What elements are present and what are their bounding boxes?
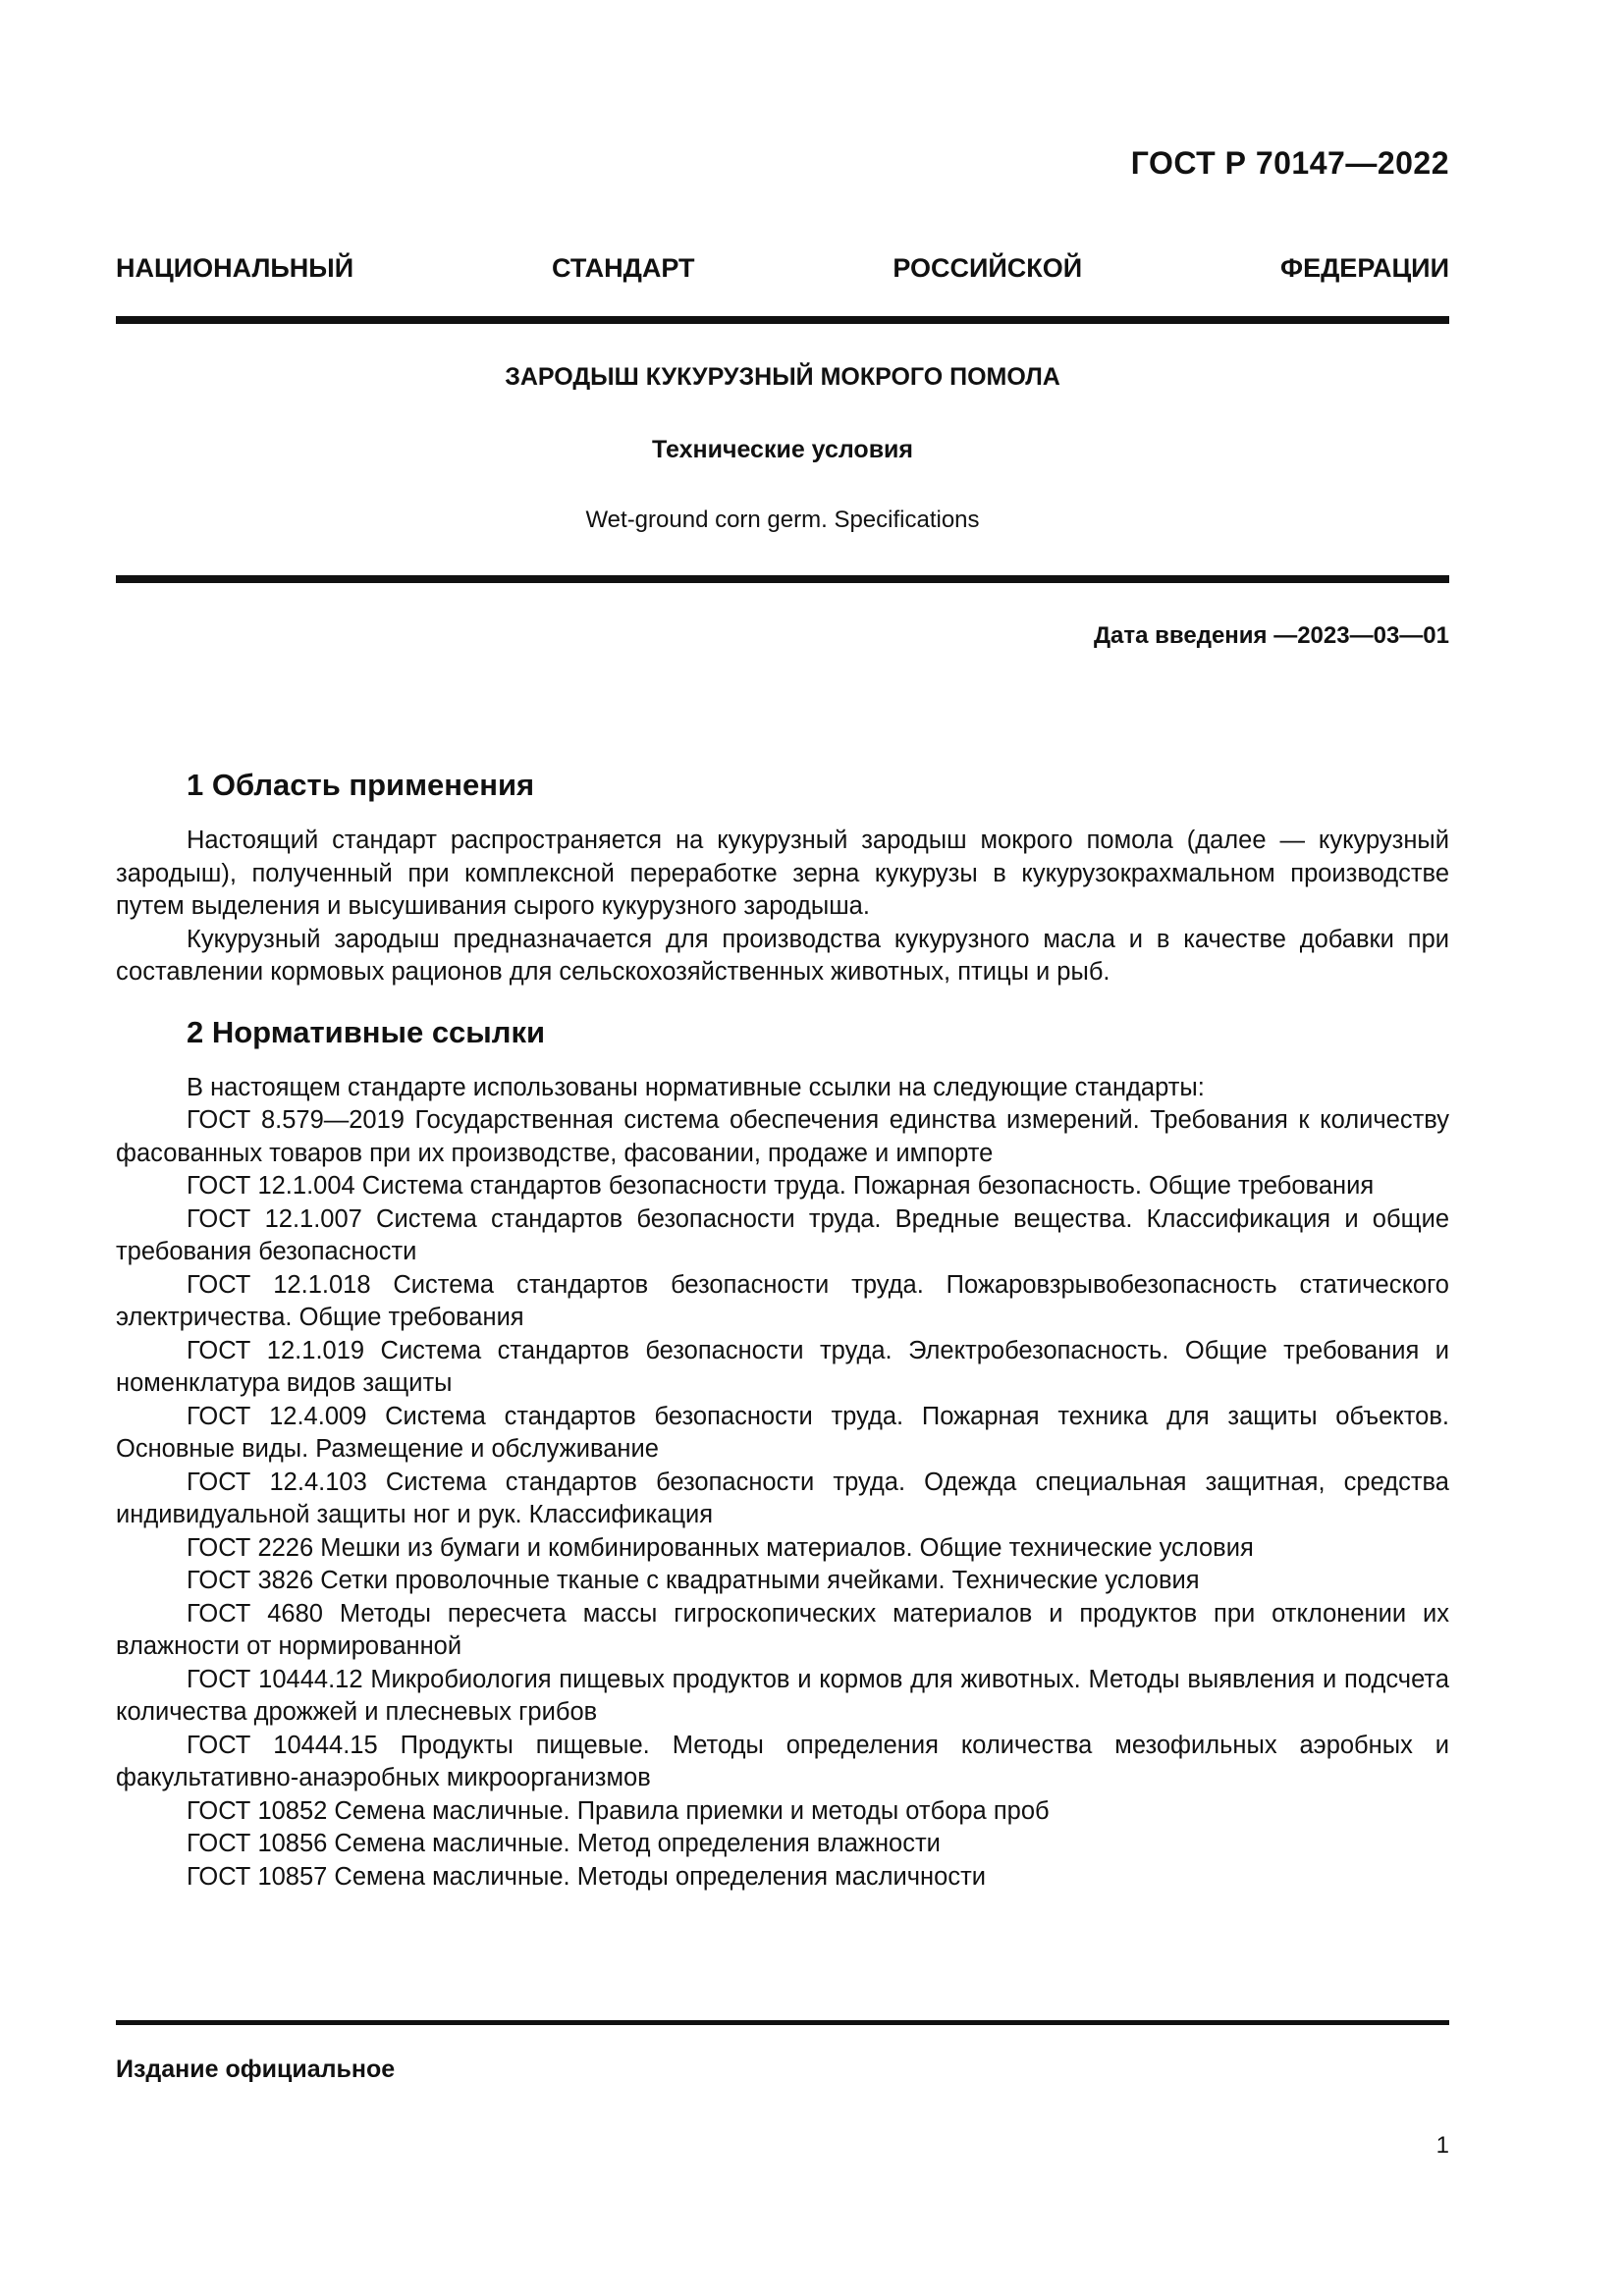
title-divider xyxy=(116,575,1449,583)
reference-item: ГОСТ 10857 Семена масличные. Методы определения масличности xyxy=(187,1862,986,1891)
document-title: ЗАРОДЫШ КУКУРУЗНЫЙ МОКРОГО ПОМОЛА xyxy=(505,363,1060,391)
reference-list xyxy=(116,1104,1449,1894)
reference-item: ГОСТ 12.4.009 Система стандартов безопасности труда. Пожарная техника для защиты объектов. Основные виды. Размещение и обслуживание xyxy=(116,1402,1449,1463)
introduction-date: Дата введения —2023—03—01 xyxy=(1093,622,1449,649)
document-body xyxy=(116,766,1449,1894)
reference-item: ГОСТ 10856 Семена масличные. Метод определения влажности xyxy=(187,1830,941,1857)
reference-item: ГОСТ 12.1.007 Система стандартов безопасности труда. Вредные вещества. Классификация и общие требования безопасности xyxy=(116,1204,1449,1265)
english-title: Wet-ground corn germ. Specifications xyxy=(585,507,980,533)
reference-item: ГОСТ 10444.12 Микробиология пищевых продуктов и кормов для животных. Методы выявления и подсчета количества дрожжей и плесневых грибов xyxy=(116,1665,1449,1726)
national-standard-header: НАЦИОНАЛЬНЫЙ СТАНДАРТ РОССИЙСКОЙ ФЕДЕРАЦИИ xyxy=(116,253,1449,283)
scope-paragraph: Настоящий стандарт распространяется на кукурузный зародыш мокрого помола (далее — кукурузный зародыш), полученный при комплексной переработке зерна кукурузы в кукурузокрахмальном производстве путем выделения и высушивания сырого кукурузного зародыша. xyxy=(116,827,1449,920)
reference-item: ГОСТ 4680 Методы пересчета массы гигроскопических материалов и продуктов при отклонении их влажности от нормированной xyxy=(116,1599,1449,1660)
section-heading-normative-references: 2 Нормативные ссылки xyxy=(187,1014,546,1049)
reference-item: ГОСТ 12.4.103 Система стандартов безопасности труда. Одежда специальная защитная, средства индивидуальной защиты ног и рук. Классификация xyxy=(116,1468,1449,1528)
reference-item: ГОСТ 10852 Семена масличные. Правила приемки и методы отбора проб xyxy=(187,1796,1050,1825)
reference-item: ГОСТ 12.1.019 Система стандартов безопасности труда. Электробезопасность. Общие требования и номенклатура видов защиты xyxy=(116,1336,1449,1397)
section-heading-scope: 1 Область применения xyxy=(187,768,535,802)
reference-item: ГОСТ 12.1.004 Система стандартов безопасности труда. Пожарная безопасность. Общие требования xyxy=(187,1172,1375,1200)
document-subtitle: Технические условия xyxy=(651,436,914,463)
page-number: 1 xyxy=(1435,2132,1449,2159)
reference-item: ГОСТ 3826 Сетки проволочные тканые с квадратными ячейками. Технические условия xyxy=(187,1567,1200,1594)
edition-label: Издание официальное xyxy=(116,2056,396,2083)
scope-paragraph: Кукурузный зародыш предназначается для производства кукурузного масла и в качестве добавки при составлении кормовых рационов для сельскохозяйственных животных, птицы и рыб. xyxy=(116,925,1449,986)
reference-item: ГОСТ 2226 Мешки из бумаги и комбинированных материалов. Общие технические условия xyxy=(187,1533,1254,1562)
reference-item: ГОСТ 8.579—2019 Государственная система обеспечения единства измерений. Требования к количеству фасованных товаров при их производстве, фасовании, продаже и импорте xyxy=(116,1106,1449,1167)
footer-divider xyxy=(116,2020,1449,2025)
reference-item: ГОСТ 10444.15 Продукты пищевые. Методы определения количества мезофильных аэробных и факультативно-анаэробных микроорганизмов xyxy=(116,1731,1449,1791)
references-intro: В настоящем стандарте использованы нормативные ссылки на следующие стандарты: xyxy=(187,1073,1205,1101)
top-divider xyxy=(116,316,1449,324)
reference-item: ГОСТ 12.1.018 Система стандартов безопасности труда. Пожаровзрывобезопасность статического электричества. Общие требования xyxy=(116,1270,1449,1331)
standard-number: ГОСТ Р 70147—2022 xyxy=(1130,145,1449,181)
